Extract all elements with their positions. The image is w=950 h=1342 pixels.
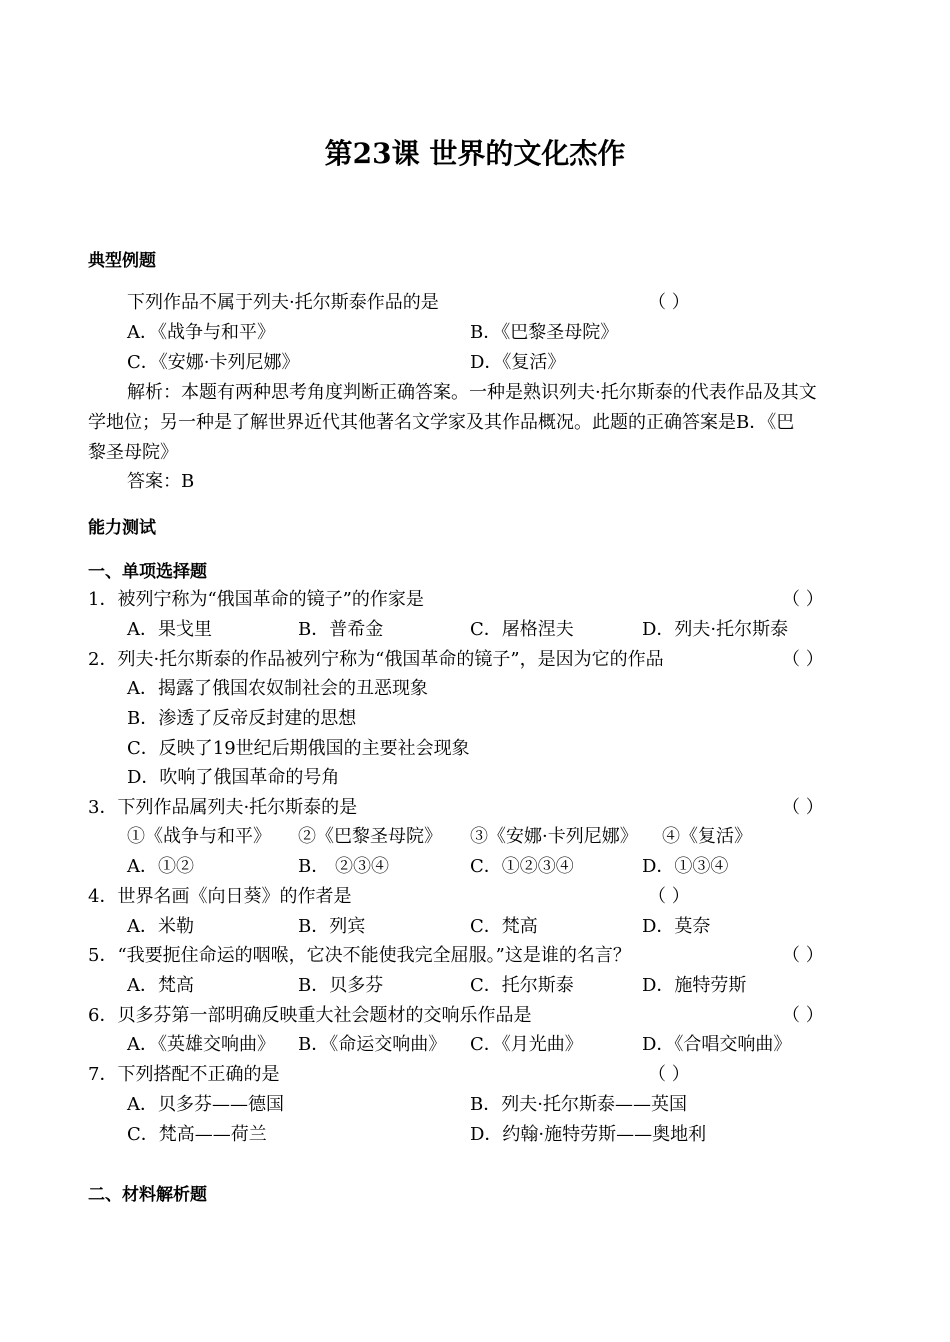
q5-option-d: D．施特劳斯 bbox=[642, 975, 747, 996]
q7-option-c: C．梵高——荷兰 bbox=[127, 1124, 267, 1145]
question-6-blank: （ ） bbox=[782, 1005, 824, 1026]
q6-option-b: B．《命运交响曲》 bbox=[298, 1034, 447, 1055]
example-answer-blank: （ ） bbox=[648, 292, 690, 313]
q2-option-c: C．反映了19世纪后期俄国的主要社会现象 bbox=[127, 738, 470, 759]
example-answer: 答案：B bbox=[127, 471, 195, 492]
question-3: 3．下列作品属列夫·托尔斯泰的是 bbox=[88, 797, 358, 818]
question-6: 6．贝多芬第一部明确反映重大社会题材的交响乐作品是 bbox=[88, 1005, 532, 1026]
example-heading: 典型例题 bbox=[88, 251, 156, 271]
question-7: 7．下列搭配不正确的是 bbox=[88, 1064, 280, 1085]
analysis-line-2: 学地位；另一种是了解世界近代其他著名文学家及其作品概况。此题的正确答案是B．《巴 bbox=[88, 412, 795, 433]
question-1-blank: （ ） bbox=[782, 589, 824, 610]
q3-option-a: A．①② bbox=[127, 856, 194, 877]
q7-option-b: B．列夫·托尔斯泰——英国 bbox=[470, 1094, 687, 1115]
q1-option-a: A．果戈里 bbox=[127, 619, 212, 640]
q3-option-c: C．①②③④ bbox=[470, 856, 574, 877]
q7-option-d: D．约翰·施特劳斯——奥地利 bbox=[470, 1124, 707, 1145]
q6-option-c: C．《月光曲》 bbox=[470, 1034, 583, 1055]
q4-option-c: C．梵高 bbox=[470, 916, 538, 937]
q1-option-b: B．普希金 bbox=[298, 619, 384, 640]
question-5-blank: （ ） bbox=[782, 945, 824, 966]
q2-option-b: B．渗透了反帝反封建的思想 bbox=[127, 708, 357, 729]
q4-option-d: D．莫奈 bbox=[642, 916, 711, 937]
q4-option-a: A．米勒 bbox=[127, 916, 194, 937]
q2-option-d: D．吹响了俄国革命的号角 bbox=[127, 767, 340, 788]
q3-item-4: ④《复活》 bbox=[662, 826, 752, 847]
q3-item-2: ②《巴黎圣母院》 bbox=[298, 826, 442, 847]
example-option-d: D．《复活》 bbox=[470, 352, 566, 373]
q1-option-c: C．屠格涅夫 bbox=[470, 619, 574, 640]
example-option-b: B．《巴黎圣母院》 bbox=[470, 322, 619, 343]
question-4: 4．世界名画《向日葵》的作者是 bbox=[88, 886, 352, 907]
q1-option-d: D．列夫·托尔斯泰 bbox=[642, 619, 789, 640]
q7-option-a: A．贝多芬——德国 bbox=[127, 1094, 284, 1115]
page-title: 第23课 世界的文化杰作 bbox=[324, 137, 626, 170]
q6-option-d: D．《合唱交响曲》 bbox=[642, 1034, 792, 1055]
question-2-blank: （ ） bbox=[782, 649, 824, 670]
q3-item-3: ③《安娜·卡列尼娜》 bbox=[470, 826, 638, 847]
question-4-blank: （ ） bbox=[648, 886, 690, 907]
q3-option-d: D．①③④ bbox=[642, 856, 729, 877]
q5-option-c: C．托尔斯泰 bbox=[470, 975, 574, 996]
ability-heading: 能力测试 bbox=[88, 518, 156, 538]
example-question: 下列作品不属于列夫·托尔斯泰作品的是 bbox=[127, 292, 439, 313]
q4-option-b: B．列宾 bbox=[298, 916, 366, 937]
question-1: 1．被列宁称为“俄国革命的镜子”的作家是 bbox=[88, 589, 424, 610]
analysis-line-1: 解析：本题有两种思考角度判断正确答案。一种是熟识列夫·托尔斯泰的代表作品及其文 bbox=[127, 382, 817, 403]
part1-heading: 一、单项选择题 bbox=[88, 562, 207, 582]
question-2: 2．列夫·托尔斯泰的作品被列宁称为“俄国革命的镜子”，是因为它的作品 bbox=[88, 649, 664, 670]
q2-option-a: A．揭露了俄国农奴制社会的丑恶现象 bbox=[127, 678, 428, 699]
q5-option-b: B．贝多芬 bbox=[298, 975, 384, 996]
q5-option-a: A．梵高 bbox=[127, 975, 194, 996]
example-option-a: A．《战争与和平》 bbox=[127, 322, 275, 343]
question-3-blank: （ ） bbox=[782, 797, 824, 818]
q3-item-1: ①《战争与和平》 bbox=[127, 826, 271, 847]
q3-option-b: B． ②③④ bbox=[298, 856, 389, 877]
analysis-line-3: 黎圣母院》 bbox=[88, 442, 178, 463]
example-option-c: C．《安娜·卡列尼娜》 bbox=[127, 352, 300, 373]
question-7-blank: （ ） bbox=[648, 1064, 690, 1085]
q6-option-a: A．《英雄交响曲》 bbox=[127, 1034, 275, 1055]
question-5: 5．“我要扼住命运的咽喉，它决不能使我完全屈服。”这是谁的名言？ bbox=[88, 945, 631, 966]
part2-heading: 二、材料解析题 bbox=[88, 1185, 207, 1205]
